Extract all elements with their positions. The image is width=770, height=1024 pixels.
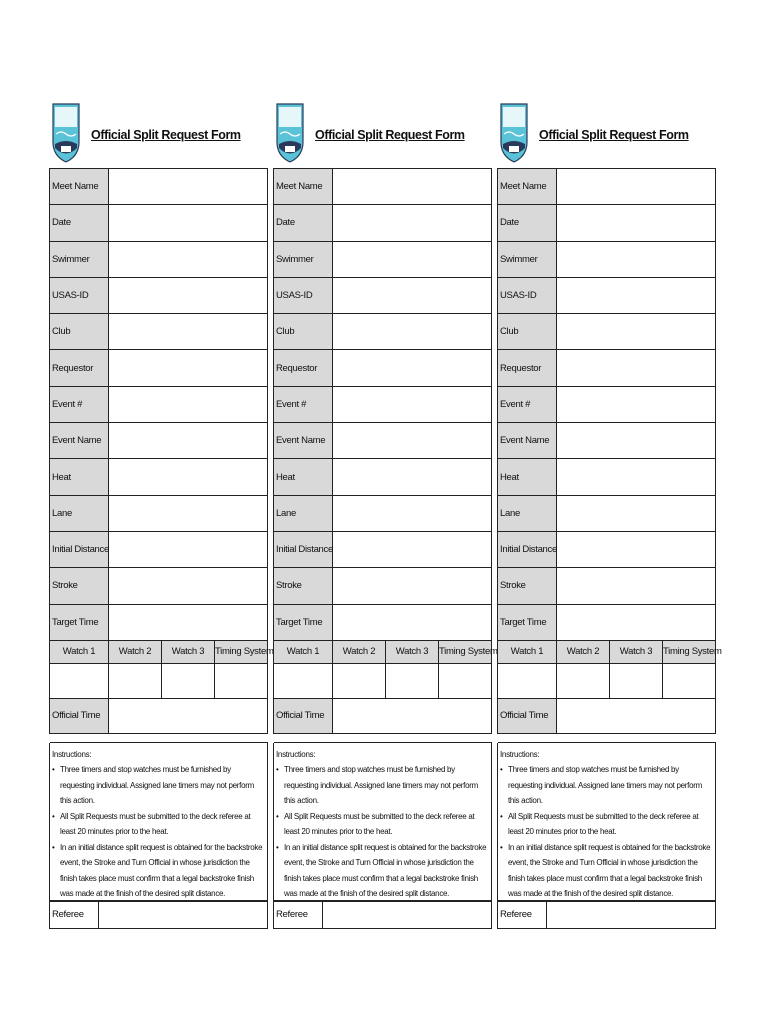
field-row xyxy=(274,495,492,531)
official-time-label: Official Time xyxy=(498,698,557,733)
field-row xyxy=(498,531,716,567)
referee-table xyxy=(497,901,716,929)
field-label: Initial Distance xyxy=(50,531,109,567)
field-label: Club xyxy=(274,314,333,350)
field-label: Requestor xyxy=(50,350,109,386)
field-input[interactable] xyxy=(109,350,268,386)
field-row xyxy=(274,169,492,205)
field-row xyxy=(498,604,716,640)
official-time-row xyxy=(498,698,716,733)
field-row xyxy=(50,386,268,422)
field-label: Event Name xyxy=(274,423,333,459)
field-label: USAS-ID xyxy=(498,277,557,313)
form-title: Official Split Request Form xyxy=(91,128,241,142)
field-input[interactable] xyxy=(557,568,716,604)
timing-system-input[interactable] xyxy=(663,663,716,698)
field-input[interactable] xyxy=(333,241,492,277)
field-label: Lane xyxy=(274,495,333,531)
split-request-form-2 xyxy=(273,102,498,929)
field-label: Target Time xyxy=(50,604,109,640)
field-row xyxy=(50,277,268,313)
instructions-heading: Instructions: xyxy=(500,749,540,759)
field-input[interactable] xyxy=(333,604,492,640)
instructions-heading: Instructions: xyxy=(276,749,316,759)
timing-system-header: Timing System xyxy=(439,640,492,663)
field-input[interactable] xyxy=(557,169,716,205)
field-row xyxy=(50,568,268,604)
field-input[interactable] xyxy=(557,205,716,241)
field-label: Meet Name xyxy=(498,169,557,205)
official-time-input[interactable] xyxy=(333,698,492,733)
field-label: Stroke xyxy=(498,568,557,604)
field-input[interactable] xyxy=(333,423,492,459)
field-row xyxy=(274,531,492,567)
field-row xyxy=(498,169,716,205)
official-time-input[interactable] xyxy=(557,698,716,733)
field-label: USAS-ID xyxy=(274,277,333,313)
watch-2-header: Watch 2 xyxy=(109,640,162,663)
watch-1-input[interactable] xyxy=(50,663,109,698)
watch-3-header: Watch 3 xyxy=(162,640,215,663)
official-time-row xyxy=(274,698,492,733)
field-row xyxy=(498,205,716,241)
request-table xyxy=(497,168,722,743)
field-label: Initial Distance xyxy=(274,531,333,567)
instructions-box xyxy=(49,743,268,901)
field-row xyxy=(274,568,492,604)
watch-3-input[interactable] xyxy=(162,663,215,698)
field-label: Requestor xyxy=(274,350,333,386)
instruction-item: • Three timers and stop watches must be furnished by requesting individual. Assigned lane timers may not perform this action. xyxy=(500,762,713,809)
field-label: Swimmer xyxy=(50,241,109,277)
field-input[interactable] xyxy=(109,495,268,531)
field-row xyxy=(274,604,492,640)
field-row xyxy=(498,350,716,386)
form-title: Official Split Request Form xyxy=(315,128,465,142)
instruction-item: • Three timers and stop watches must be furnished by requesting individual. Assigned lane timers may not perform this action. xyxy=(52,762,265,809)
referee-table xyxy=(49,901,268,929)
field-input[interactable] xyxy=(333,205,492,241)
field-label: Meet Name xyxy=(50,169,109,205)
request-table xyxy=(273,168,498,743)
field-input[interactable] xyxy=(557,277,716,313)
field-row xyxy=(50,241,268,277)
field-row xyxy=(274,205,492,241)
field-row xyxy=(50,531,268,567)
instructions-list xyxy=(276,762,489,902)
field-row xyxy=(498,314,716,350)
field-row xyxy=(498,386,716,422)
field-input[interactable] xyxy=(333,495,492,531)
instruction-item: • All Split Requests must be submitted to the deck referee at least 20 minutes prior to the heat. xyxy=(500,809,713,840)
request-table xyxy=(49,168,274,743)
watch-1-header: Watch 1 xyxy=(50,640,109,663)
referee-input[interactable] xyxy=(323,901,492,928)
field-label: Event # xyxy=(274,386,333,422)
field-label: Target Time xyxy=(274,604,333,640)
field-label: Date xyxy=(50,205,109,241)
field-input[interactable] xyxy=(109,459,268,495)
field-input[interactable] xyxy=(333,350,492,386)
field-input[interactable] xyxy=(333,277,492,313)
watch-entry-row xyxy=(50,663,268,698)
watch-header-row xyxy=(50,640,268,663)
field-label: USAS-ID xyxy=(50,277,109,313)
field-input[interactable] xyxy=(333,386,492,422)
timing-system-input[interactable] xyxy=(439,663,492,698)
field-input[interactable] xyxy=(333,531,492,567)
field-input[interactable] xyxy=(557,350,716,386)
field-label: Lane xyxy=(498,495,557,531)
field-input[interactable] xyxy=(109,314,268,350)
field-label: Event # xyxy=(50,386,109,422)
field-row xyxy=(50,205,268,241)
field-label: Club xyxy=(50,314,109,350)
watch-3-header: Watch 3 xyxy=(386,640,439,663)
instruction-item: • All Split Requests must be submitted to the deck referee at least 20 minutes prior to the heat. xyxy=(276,809,489,840)
field-row xyxy=(274,277,492,313)
field-row xyxy=(274,459,492,495)
split-request-form-3 xyxy=(497,102,722,929)
field-row xyxy=(50,459,268,495)
watch-3-input[interactable] xyxy=(386,663,439,698)
nc-swimming-logo-icon xyxy=(499,102,529,164)
watch-2-header: Watch 2 xyxy=(557,640,610,663)
field-input[interactable] xyxy=(109,531,268,567)
referee-row xyxy=(274,901,492,928)
field-input[interactable] xyxy=(557,459,716,495)
field-label: Club xyxy=(498,314,557,350)
timing-system-header: Timing System xyxy=(663,640,716,663)
watch-3-header: Watch 3 xyxy=(610,640,663,663)
field-row xyxy=(498,495,716,531)
instruction-item: • Three timers and stop watches must be furnished by requesting individual. Assigned lane timers may not perform this action. xyxy=(276,762,489,809)
field-input[interactable] xyxy=(557,386,716,422)
instruction-item: • In an initial distance split request is obtained for the backstroke event, the Stroke and Turn Official in whose jurisdiction the finish takes place must confirm that a legal backstroke finish was made at the finish of the desired split distance. xyxy=(52,840,265,902)
form-title: Official Split Request Form xyxy=(539,128,689,142)
field-input[interactable] xyxy=(109,277,268,313)
nc-swimming-logo-icon xyxy=(275,102,305,164)
field-input[interactable] xyxy=(557,531,716,567)
field-row xyxy=(50,350,268,386)
referee-row xyxy=(498,901,716,928)
field-input[interactable] xyxy=(557,423,716,459)
watch-header-row xyxy=(498,640,716,663)
field-input[interactable] xyxy=(109,568,268,604)
referee-label: Referee xyxy=(50,901,99,928)
field-input[interactable] xyxy=(333,459,492,495)
field-row xyxy=(498,241,716,277)
field-row xyxy=(50,169,268,205)
nc-swimming-logo-icon xyxy=(51,102,81,164)
field-input[interactable] xyxy=(109,386,268,422)
field-input[interactable] xyxy=(109,604,268,640)
instruction-item: • All Split Requests must be submitted to the deck referee at least 20 minutes prior to the heat. xyxy=(52,809,265,840)
field-row xyxy=(50,314,268,350)
field-label: Date xyxy=(498,205,557,241)
field-label: Meet Name xyxy=(274,169,333,205)
field-label: Heat xyxy=(498,459,557,495)
instructions-box xyxy=(497,743,716,901)
watch-1-input[interactable] xyxy=(498,663,557,698)
instructions-list xyxy=(52,762,265,902)
field-label: Requestor xyxy=(498,350,557,386)
watch-2-input[interactable] xyxy=(333,663,386,698)
field-row xyxy=(498,459,716,495)
field-label: Event # xyxy=(498,386,557,422)
field-label: Swimmer xyxy=(498,241,557,277)
field-input[interactable] xyxy=(109,169,268,205)
referee-row xyxy=(50,901,268,928)
form-header xyxy=(49,102,270,168)
official-time-label: Official Time xyxy=(50,698,109,733)
watch-1-header: Watch 1 xyxy=(274,640,333,663)
official-time-label: Official Time xyxy=(274,698,333,733)
field-label: Event Name xyxy=(498,423,557,459)
watch-2-input[interactable] xyxy=(109,663,162,698)
field-label: Stroke xyxy=(50,568,109,604)
field-label: Heat xyxy=(274,459,333,495)
watch-2-input[interactable] xyxy=(557,663,610,698)
field-row xyxy=(274,241,492,277)
instructions-list xyxy=(500,762,713,902)
field-label: Stroke xyxy=(274,568,333,604)
instructions-box xyxy=(273,743,492,901)
split-request-form-1 xyxy=(49,102,274,929)
field-label: Target Time xyxy=(498,604,557,640)
referee-input[interactable] xyxy=(547,901,716,928)
field-input[interactable] xyxy=(109,423,268,459)
instruction-item: • In an initial distance split request is obtained for the backstroke event, the Stroke and Turn Official in whose jurisdiction the finish takes place must confirm that a legal backstroke finish was made at the finish of the desired split distance. xyxy=(276,840,489,902)
instruction-item: • In an initial distance split request is obtained for the backstroke event, the Stroke and Turn Official in whose jurisdiction the finish takes place must confirm that a legal backstroke finish was made at the finish of the desired split distance. xyxy=(500,840,713,902)
field-row xyxy=(274,386,492,422)
field-label: Lane xyxy=(50,495,109,531)
field-row xyxy=(274,314,492,350)
watch-2-header: Watch 2 xyxy=(333,640,386,663)
watch-1-input[interactable] xyxy=(274,663,333,698)
field-row xyxy=(50,495,268,531)
watch-header-row xyxy=(274,640,492,663)
field-input[interactable] xyxy=(333,568,492,604)
form-header xyxy=(273,102,494,168)
field-label: Heat xyxy=(50,459,109,495)
field-label: Event Name xyxy=(50,423,109,459)
referee-table xyxy=(273,901,492,929)
field-row xyxy=(50,423,268,459)
field-input[interactable] xyxy=(557,314,716,350)
field-label: Swimmer xyxy=(274,241,333,277)
field-input[interactable] xyxy=(557,241,716,277)
watch-1-header: Watch 1 xyxy=(498,640,557,663)
field-input[interactable] xyxy=(109,205,268,241)
field-row xyxy=(274,423,492,459)
official-time-row xyxy=(50,698,268,733)
field-label: Date xyxy=(274,205,333,241)
timing-system-input[interactable] xyxy=(215,663,268,698)
watch-3-input[interactable] xyxy=(610,663,663,698)
field-label: Initial Distance xyxy=(498,531,557,567)
field-row xyxy=(50,604,268,640)
watch-entry-row xyxy=(498,663,716,698)
referee-input[interactable] xyxy=(99,901,268,928)
form-header xyxy=(497,102,718,168)
referee-label: Referee xyxy=(498,901,547,928)
timing-system-header: Timing System xyxy=(215,640,268,663)
instructions-heading: Instructions: xyxy=(52,749,92,759)
field-row xyxy=(274,350,492,386)
field-input[interactable] xyxy=(109,241,268,277)
field-input[interactable] xyxy=(333,314,492,350)
official-time-input[interactable] xyxy=(109,698,268,733)
field-row xyxy=(498,423,716,459)
field-input[interactable] xyxy=(333,169,492,205)
field-row xyxy=(498,277,716,313)
watch-entry-row xyxy=(274,663,492,698)
field-row xyxy=(498,568,716,604)
field-input[interactable] xyxy=(557,604,716,640)
referee-label: Referee xyxy=(274,901,323,928)
field-input[interactable] xyxy=(557,495,716,531)
